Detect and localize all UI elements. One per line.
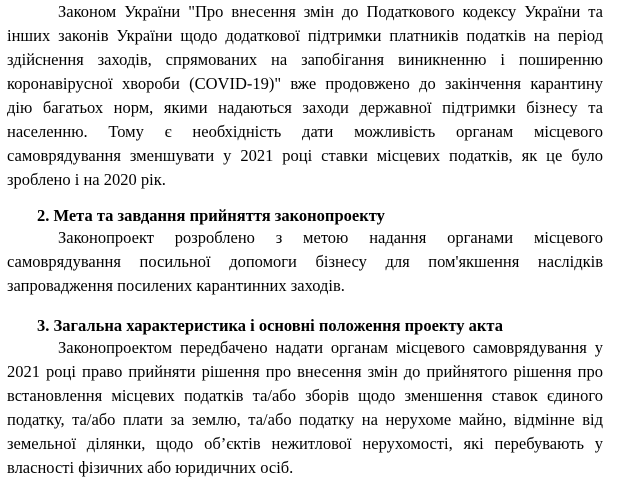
section-3-line-4: податку, та/або плати за землю, та/або податку на нерухоме майно, відмінне від (7, 410, 603, 429)
section-3-heading: 3. Загальна характеристика і основні положення проекту акта (37, 316, 503, 335)
section-2-heading: 2. Мета та завдання прийняття законопроекту (37, 206, 385, 225)
paragraph-1-line-2: інших законів України щодо додаткової підтримки платників податків на період (7, 26, 603, 45)
section-3-line-6: власності фізичних або юридичних осіб. (7, 458, 294, 477)
section-3-line-1: Законопроектом передбачено надати органам місцевого самоврядування у (58, 338, 603, 357)
section-2-line-1: Законопроект розроблено з метою надання органами місцевого (58, 228, 603, 247)
paragraph-1-line-6: населенню. Тому є необхідність дати можливість органам місцевого (7, 122, 603, 141)
paragraph-1-line-8: зроблено і на 2020 рік. (7, 170, 166, 189)
section-2-line-3: запровадження посилених карантинних заходів. (7, 276, 345, 295)
paragraph-1-line-5: дію багатьох норм, якими надаються заходи державної підтримки бізнесу та (7, 98, 603, 117)
paragraph-1-line-1: Законом України "Про внесення змін до Податкового кодексу України та (58, 2, 603, 21)
section-3-line-5: земельної ділянки, щодо об’єктів нежитлової нерухомості, які перебувають у (7, 434, 603, 453)
paragraph-1-line-7: самоврядування зменшувати у 2021 році ставки місцевих податків, як це було (7, 146, 603, 165)
paragraph-1-line-3: здійснення заходів, спрямованих на запобігання виникненню і поширенню (7, 50, 603, 69)
section-3-line-3: встановлення місцевих податків та/або зборів щодо зменшення ставок єдиного (7, 386, 603, 405)
section-3-line-2: 2021 році право прийняти рішення про внесення змін до прийнятого рішення про (7, 362, 603, 381)
paragraph-1-line-4: коронавірусної хвороби (COVID-19)" вже продовжено до закінчення карантину (7, 74, 603, 93)
section-2-line-2: самоврядування посильної допомоги бізнесу для пом'якшення наслідків (7, 252, 603, 271)
